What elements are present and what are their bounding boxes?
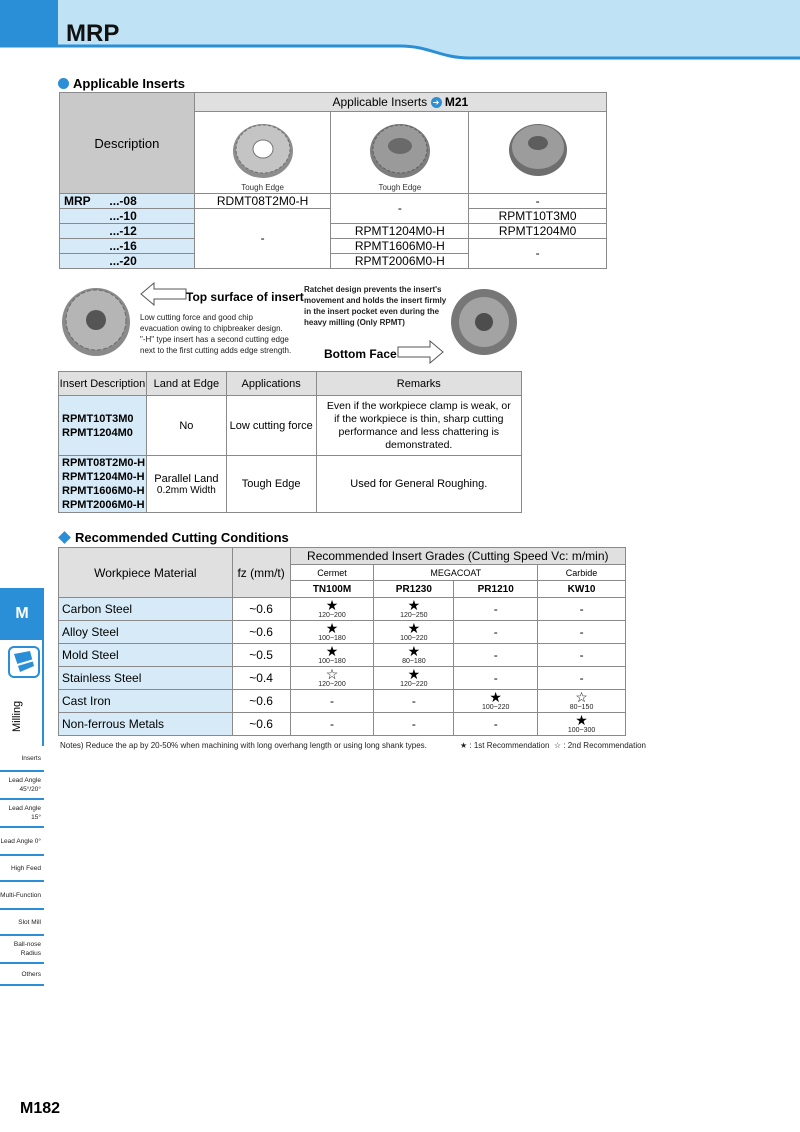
material-cell: Cast Iron <box>59 690 233 713</box>
arrow-circle-icon[interactable]: ➔ <box>431 97 442 108</box>
fz-cell: ~0.6 <box>232 621 290 644</box>
grade-cell <box>374 644 454 667</box>
grade-cell <box>538 621 626 644</box>
insert-image-rdmt <box>194 112 331 194</box>
table-row <box>59 690 626 713</box>
star-filled-icon: ★ <box>325 642 339 659</box>
model-size: ...-20 <box>109 254 194 269</box>
table-row <box>59 456 522 513</box>
speed-range: 80~150 <box>569 703 594 711</box>
cutting-conditions-table <box>58 547 626 736</box>
grade-header: TN100M <box>290 581 374 598</box>
grade-cell <box>374 713 454 736</box>
star-outline-icon: ☆ <box>575 688 588 705</box>
notes: Notes) Reduce the ap by 20-50% when machining with long overhang length or using long shank types. <box>60 741 427 750</box>
col-header: Insert Description <box>59 372 147 396</box>
insert-image-rpmt <box>469 112 607 194</box>
grade-cell <box>374 598 454 621</box>
table-row <box>59 644 626 667</box>
model-size: ...-12 <box>109 224 194 239</box>
grade-cell <box>454 713 538 736</box>
sidebar-item-others[interactable]: Others <box>0 964 44 986</box>
sidebar-item-lead-angle-0[interactable]: Lead Angle 0° <box>0 828 44 856</box>
dash-mark: - <box>579 602 584 616</box>
insert-code: RPMT1606M0-H <box>331 239 469 254</box>
remarks-cell: Used for General Roughing. <box>316 456 521 513</box>
dash-mark: - <box>329 717 334 731</box>
insert-photo <box>503 118 573 180</box>
model-size: ...-16 <box>109 239 194 254</box>
fz-cell: ~0.6 <box>232 690 290 713</box>
remarks-cell: Even if the workpiece clamp is weak, or if the workpiece is thin, sharp cutting performance and less chattering is demonstrated. <box>316 396 521 456</box>
material-cell: Carbon Steel <box>59 598 233 621</box>
insert-list: RPMT10T3M0 RPMT1204M0 <box>59 396 147 456</box>
sidebar-item-ball-nose[interactable]: Ball-nose Radius <box>0 936 44 964</box>
land-cell: No <box>146 396 226 456</box>
milling-label: Milling <box>11 700 23 732</box>
sidebar-tab-m[interactable]: M <box>0 588 44 640</box>
speed-range: 100~220 <box>481 703 510 711</box>
grade-header: PR1210 <box>454 581 538 598</box>
group-header: MEGACOAT <box>374 565 538 581</box>
speed-range: 100~180 <box>318 657 346 665</box>
sidebar-item-lead-angle-15[interactable]: Lead Angle 15° <box>0 800 44 828</box>
grade-cell <box>538 690 626 713</box>
workpiece-header: Workpiece Material <box>59 548 233 598</box>
insert-photo <box>365 119 435 181</box>
grade-cell <box>454 690 538 713</box>
col-header: Land at Edge <box>146 372 226 396</box>
star-filled-icon: ★ <box>407 619 421 636</box>
grade-cell <box>290 621 374 644</box>
insert-code: RPMT1204M0 <box>469 224 607 239</box>
applicable-inserts-table <box>59 92 607 269</box>
grade-cell <box>454 644 538 667</box>
sidebar-item-lead-angle-45[interactable]: Lead Angle 45°/20° <box>0 772 44 800</box>
grade-cell <box>290 644 374 667</box>
speed-range: 120~250 <box>400 611 428 619</box>
sidebar <box>0 588 46 978</box>
dash-mark: - <box>411 694 416 708</box>
sidebar-milling[interactable] <box>0 640 44 746</box>
top-surface-photo <box>58 282 138 362</box>
dash-mark: - <box>493 602 498 616</box>
sidebar-item-slot-mill[interactable]: Slot Mill <box>0 910 44 936</box>
ratchet-note: Ratchet design prevents the insert's movement and holds the insert firmly in the insert pocket even during the heavy milling (Only RPMT) <box>304 285 447 327</box>
grades-header: Recommended Insert Grades (Cutting Speed Vc: m/min) <box>290 548 625 565</box>
speed-range: 120~200 <box>318 680 346 688</box>
star-filled-icon: ★ <box>489 688 502 705</box>
application-cell: Tough Edge <box>226 456 316 513</box>
insert-code: RPMT1204M0-H <box>331 224 469 239</box>
table-row <box>59 396 522 456</box>
insert-image-rpmt-h <box>331 112 469 194</box>
star-filled-icon: ★ <box>407 596 421 613</box>
star-outline-icon: ☆ <box>325 665 339 682</box>
sidebar-item-high-feed[interactable]: High Feed <box>0 856 44 882</box>
grade-header: PR1230 <box>374 581 454 598</box>
star-filled-icon: ★ <box>407 642 421 659</box>
col-header: Applications <box>226 372 316 396</box>
land-cell: Parallel Land 0.2mm Width <box>146 456 226 513</box>
table-row <box>59 667 626 690</box>
cutting-conditions-title <box>58 530 289 545</box>
image-caption: Tough Edge <box>241 183 284 192</box>
dash-mark: - <box>579 648 584 662</box>
fz-cell: ~0.4 <box>232 667 290 690</box>
section-title-text: Recommended Cutting Conditions <box>75 530 289 545</box>
grade-cell <box>454 598 538 621</box>
dash-mark: - <box>411 717 416 731</box>
grade-cell <box>538 598 626 621</box>
model-label: MRP <box>60 194 110 209</box>
milling-icon <box>8 646 40 678</box>
fz-cell: ~0.6 <box>232 713 290 736</box>
grade-cell <box>454 667 538 690</box>
speed-range: 100~220 <box>400 634 428 642</box>
dash-cell: - <box>469 194 607 209</box>
dash-mark: - <box>493 671 498 685</box>
speed-range: 80~180 <box>402 657 426 665</box>
applicable-inserts-title <box>58 76 185 91</box>
insert-list: RPMT08T2M0-H RPMT1204M0-H RPMT1606M0-H RPMT2006M0-H <box>59 456 147 513</box>
material-cell: Non-ferrous Metals <box>59 713 233 736</box>
grade-cell <box>454 621 538 644</box>
dash-mark: - <box>493 717 498 731</box>
bottom-face-photo <box>444 282 524 362</box>
col-header: Remarks <box>316 372 521 396</box>
fz-cell: ~0.6 <box>232 598 290 621</box>
application-cell: Low cutting force <box>226 396 316 456</box>
model-size: ...-10 <box>109 209 194 224</box>
table-row <box>59 621 626 644</box>
dash-mark: - <box>579 625 584 639</box>
page-title: MRP <box>66 20 120 47</box>
dash-cell: - <box>331 194 469 224</box>
table-row <box>59 598 626 621</box>
bullet-diamond-icon <box>58 531 71 544</box>
dash-mark: - <box>493 625 498 639</box>
bullet-dot-icon <box>58 78 69 89</box>
model-size: ...-08 <box>109 194 194 209</box>
header-banner <box>0 0 800 62</box>
dash-cell: - <box>469 239 607 269</box>
speed-range: 120~200 <box>318 611 346 619</box>
insert-code: RPMT10T3M0 <box>469 209 607 224</box>
grade-cell <box>374 690 454 713</box>
grade-header: KW10 <box>538 581 626 598</box>
grade-cell <box>290 713 374 736</box>
grade-cell <box>538 667 626 690</box>
sidebar-item-multi-function[interactable]: Multi-Function <box>0 882 44 910</box>
insert-code: RPMT2006M0-H <box>331 254 469 269</box>
grade-cell <box>290 667 374 690</box>
speed-range: 100~180 <box>318 634 346 642</box>
legend: ★ : 1st Recommendation ☆ : 2nd Recommendation <box>460 741 646 750</box>
group-header: Cermet <box>290 565 374 581</box>
page-ref-link[interactable]: M21 <box>444 95 469 109</box>
star-filled-icon: ★ <box>325 596 339 613</box>
star-filled-icon: ★ <box>325 619 339 636</box>
description-header: Description <box>60 93 195 194</box>
grade-cell <box>538 713 626 736</box>
insert-description-table <box>58 371 522 513</box>
dash-mark: - <box>579 671 584 685</box>
arrow-right-icon <box>396 340 444 364</box>
section-title-text: Applicable Inserts <box>73 76 185 91</box>
grade-cell <box>538 644 626 667</box>
grade-cell <box>290 598 374 621</box>
grade-cell <box>374 667 454 690</box>
bottom-face-label: Bottom Face <box>324 347 397 361</box>
group-header: Carbide <box>538 565 626 581</box>
second-edge-note: "-H" type insert has a second cutting edge next to the first cutting adds edge strength. <box>140 335 292 355</box>
sidebar-item-inserts[interactable]: Inserts <box>0 746 44 772</box>
speed-range: 100~300 <box>567 726 596 734</box>
grade-cell <box>290 690 374 713</box>
speed-range: 120~220 <box>400 680 428 688</box>
top-surface-label: Top surface of insert <box>186 290 304 304</box>
image-caption: Tough Edge <box>378 183 422 192</box>
table-row <box>59 713 626 736</box>
dash-mark: - <box>493 648 498 662</box>
dash-mark: - <box>329 694 334 708</box>
material-cell: Stainless Steel <box>59 667 233 690</box>
insert-code: RDMT08T2M0-H <box>194 194 331 209</box>
top-surface-note: Low cutting force and good chip evacuation owing to chipbreaker design. <box>140 313 283 333</box>
arrow-left-icon <box>140 282 188 306</box>
grade-cell <box>374 621 454 644</box>
star-filled-icon: ★ <box>407 665 421 682</box>
page-number: M182 <box>20 1100 61 1117</box>
material-cell: Mold Steel <box>59 644 233 667</box>
applicable-inserts-header: Applicable Inserts ➔ M21 <box>194 93 606 112</box>
insert-photo <box>228 119 298 181</box>
material-cell: Alloy Steel <box>59 621 233 644</box>
fz-header: fz (mm/t) <box>232 548 290 598</box>
insert-illustration <box>58 282 528 362</box>
fz-cell: ~0.5 <box>232 644 290 667</box>
star-filled-icon: ★ <box>575 711 588 728</box>
dash-cell: - <box>194 209 331 269</box>
page-header <box>0 0 800 62</box>
